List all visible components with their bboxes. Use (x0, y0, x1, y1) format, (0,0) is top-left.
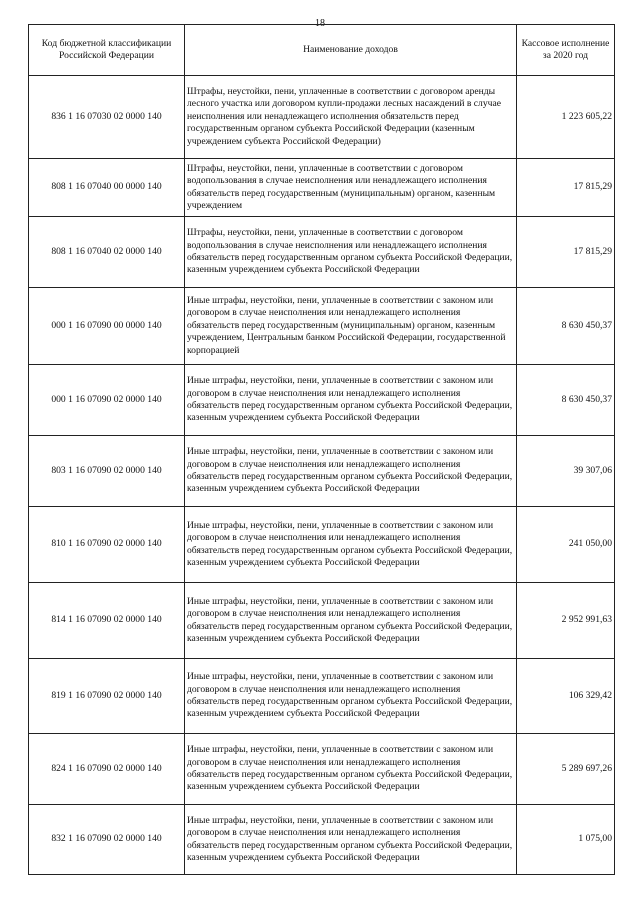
table-row (29, 288, 615, 365)
row-name: Иные штрафы, неустойки, пени, уплаченные в соответствии с законом или договором в случае неисполнения или ненадлежащего исполнения обязательств перед государственным органом субъекта Российской Федерации, казенным учреждением субъекта Российской Федерации (185, 436, 517, 507)
row-code: 808 1 16 07040 00 0000 140 (29, 159, 185, 217)
table-row (29, 365, 615, 436)
table-row (29, 217, 615, 288)
revenue-table (28, 24, 615, 875)
row-code: 803 1 16 07090 02 0000 140 (29, 436, 185, 507)
header-code: Код бюджетной классификации Российской Федерации (29, 25, 185, 76)
table-row (29, 659, 615, 734)
row-name: Штрафы, неустойки, пени, уплаченные в соответствии с договором водопользования в случае неисполнения или ненадлежащего исполнения обязательств перед государственным (муниципальным) органом, казенным учреждением (185, 159, 517, 217)
row-code: 824 1 16 07090 02 0000 140 (29, 734, 185, 805)
row-code: 810 1 16 07090 02 0000 140 (29, 507, 185, 583)
row-sum: 8 630 450,37 (517, 288, 615, 365)
row-code: 808 1 16 07040 02 0000 140 (29, 217, 185, 288)
row-sum: 17 815,29 (517, 159, 615, 217)
row-code: 819 1 16 07090 02 0000 140 (29, 659, 185, 734)
header-sum: Кассовое исполнение за 2020 год (517, 25, 615, 76)
row-sum: 39 307,06 (517, 436, 615, 507)
row-name: Иные штрафы, неустойки, пени, уплаченные в соответствии с законом или договором в случае неисполнения или ненадлежащего исполнения обязательств перед государственным органом субъекта Российской Федерации, казенным учреждением субъекта Российской Федерации (185, 365, 517, 436)
row-sum: 8 630 450,37 (517, 365, 615, 436)
table-row (29, 805, 615, 875)
row-name: Иные штрафы, неустойки, пени, уплаченные в соответствии с законом или договором в случае неисполнения или ненадлежащего исполнения обязательств перед государственным органом субъекта Российской Федерации, казенным учреждением субъекта Российской Федерации (185, 734, 517, 805)
row-name: Иные штрафы, неустойки, пени, уплаченные в соответствии с законом или договором в случае неисполнения или ненадлежащего исполнения обязательств перед государственным органом субъекта Российской Федерации, казенным учреждением субъекта Российской Федерации (185, 583, 517, 659)
table-row (29, 734, 615, 805)
row-name: Иные штрафы, неустойки, пени, уплаченные в соответствии с законом или договором в случае неисполнения или ненадлежащего исполнения обязательств перед государственным (муниципальным) органом, казенным учреждением, Центральным банком Российской Федерации, государственной корпорацией (185, 288, 517, 365)
table-body (29, 76, 615, 875)
header-name: Наименование доходов (185, 25, 517, 76)
row-sum: 5 289 697,26 (517, 734, 615, 805)
row-code: 836 1 16 07030 02 0000 140 (29, 76, 185, 159)
row-code: 000 1 16 07090 00 0000 140 (29, 288, 185, 365)
row-sum: 2 952 991,63 (517, 583, 615, 659)
table-row (29, 436, 615, 507)
row-sum: 106 329,42 (517, 659, 615, 734)
row-name: Штрафы, неустойки, пени, уплаченные в соответствии с договором аренды лесного участка или договором купли-продажи лесных насаждений в случае неисполнения или ненадлежащего исполнения обязательств перед государственным органом субъекта Российской Федерации (казенным учреждением субъекта Российской Федерации) (185, 76, 517, 159)
table-row (29, 159, 615, 217)
page-number: 18 (315, 18, 325, 29)
row-name: Иные штрафы, неустойки, пени, уплаченные в соответствии с законом или договором в случае неисполнения или ненадлежащего исполнения обязательств перед государственным органом субъекта Российской Федерации, казенным учреждением субъекта Российской Федерации (185, 805, 517, 875)
table-row (29, 76, 615, 159)
row-name: Иные штрафы, неустойки, пени, уплаченные в соответствии с законом или договором в случае неисполнения или ненадлежащего исполнения обязательств перед государственным органом субъекта Российской Федерации, казенным учреждением субъекта Российской Федерации (185, 659, 517, 734)
row-name: Иные штрафы, неустойки, пени, уплаченные в соответствии с законом или договором в случае неисполнения или ненадлежащего исполнения обязательств перед государственным органом субъекта Российской Федерации, казенным учреждением субъекта Российской Федерации (185, 507, 517, 583)
row-code: 000 1 16 07090 02 0000 140 (29, 365, 185, 436)
row-sum: 1 075,00 (517, 805, 615, 875)
row-code: 832 1 16 07090 02 0000 140 (29, 805, 185, 875)
header-row (29, 25, 615, 76)
row-sum: 17 815,29 (517, 217, 615, 288)
table-header (29, 25, 615, 76)
table-row (29, 583, 615, 659)
row-sum: 1 223 605,22 (517, 76, 615, 159)
row-sum: 241 050,00 (517, 507, 615, 583)
table-row (29, 507, 615, 583)
row-code: 814 1 16 07090 02 0000 140 (29, 583, 185, 659)
row-name: Штрафы, неустойки, пени, уплаченные в соответствии с договором водопользования в случае неисполнения или ненадлежащего исполнения обязательств перед государственным органом субъекта Российской Федерации, казенным учреждением субъекта Российской Федерации (185, 217, 517, 288)
